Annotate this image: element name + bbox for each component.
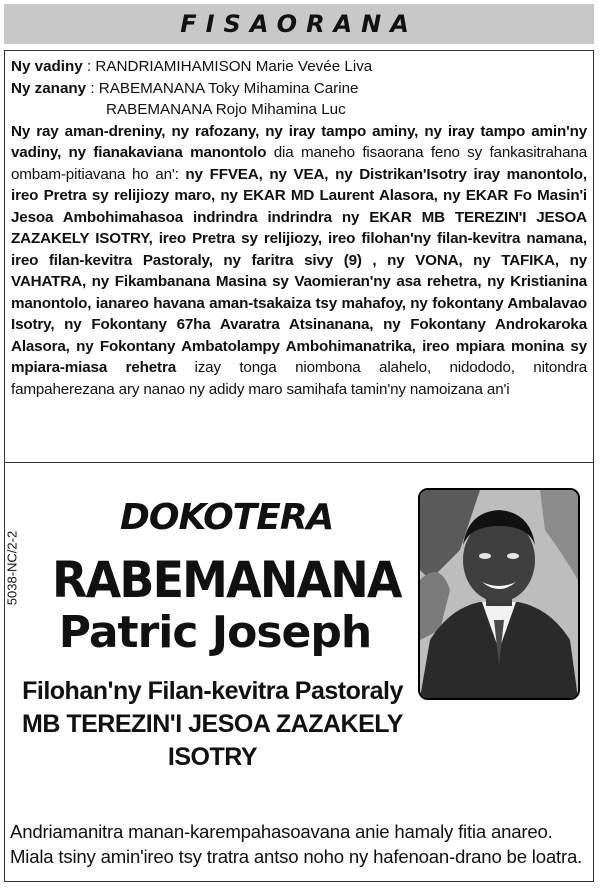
children-line-2 <box>11 99 587 121</box>
closing-message <box>10 819 592 869</box>
header-bar <box>4 4 594 44</box>
thanks-family: Ny ray aman-dreniny, ny rafozany, ny iray tampo aminy, ny iray tampo amin'ny vadiny, ny fianakaviana manontolo <box>11 122 587 161</box>
closing-line-1: Andriamanitra manan-karempahasoavana anie hamaly fitia anareo. <box>10 821 553 842</box>
thanks-paragraph <box>11 121 587 401</box>
reference-code <box>2 528 22 608</box>
role-line-2: MB TEREZIN'I JESOA ZAZAKELY <box>22 710 403 738</box>
reference-code-text: 5038-NC/2-2 <box>4 530 20 606</box>
page-title: FISAORANA <box>180 10 418 38</box>
deceased-last-name: RABEMANANA <box>52 551 401 609</box>
thanks-intro: dia maneho fisaorana feno sy fankasitrahana ombam-pitiavana ho an': <box>11 144 587 183</box>
spouse-line <box>11 56 587 78</box>
role-line-1: Filohan'ny Filan-kevitra Pastoraly <box>22 677 403 705</box>
children-value-2: RABEMANANA Rojo Mihamina Luc <box>106 101 346 118</box>
deceased-first-names: Patric Joseph <box>58 607 372 658</box>
thanks-closing: izay tonga niombona alahelo, nidododo, nitondra fampaherezana ary nanao ny adidy maro samihafa tamin'ny namoizana an'i <box>11 359 587 398</box>
thanks-box <box>4 50 594 463</box>
thanks-recipients: ny FFVEA, ny VEA, ny Distrikan'Isotry iray manontolo, ireo Pretra sy relijiozy maro, ny EKAR MD Laurent Alasora, ny EKAR Fo Masin'i Jesoa Ambohimahasoa indrindra indrindra ny EKAR MB TEREZIN'I JESOA ZAZAKELY ISOTRY, ireo Pretra sy relijiozy, ireo filohan'ny filan-kevitra namana, ireo filan-kevitra Pastoraly, ny faritra sivy (9) , ny VONA, ny TAFIKA, ny VAHATRA, ny Fikambanana Masina sy Vaomieran'ny asa rehetra, ny Kristianina manontolo, ianareo havana aman-tsakaiza tsy mahafoy, ny fokontany Ambalavao Isotry, ny Fokontany 67ha Avaratra Atsinanana, ny Fokontany Androkaroka Alasora, ny Fokontany Ambatolampy Ambohimanatrika, ireo mpiara monina sy mpiara-miasa rehetra <box>11 165 587 376</box>
deceased-title: DOKOTERA <box>120 497 334 538</box>
role-line-3: ISOTRY <box>167 743 258 771</box>
portrait-illustration <box>420 490 578 698</box>
deceased-role <box>10 675 415 774</box>
children-label: Ny zanany <box>11 79 87 97</box>
spouse-value: : RANDRIAMIHAMISON Marie Vevée Liva <box>82 58 373 75</box>
children-value-1: : RABEMANANA Toky Mihamina Carine <box>86 79 359 97</box>
spouse-label: Ny vadiny <box>11 58 83 75</box>
children-line <box>11 78 587 100</box>
portrait-photo <box>418 488 580 700</box>
closing-line-2: Miala tsiny amin'ireo tsy tratra antso noho ny hafenoan-drano be loatra. <box>10 846 583 867</box>
